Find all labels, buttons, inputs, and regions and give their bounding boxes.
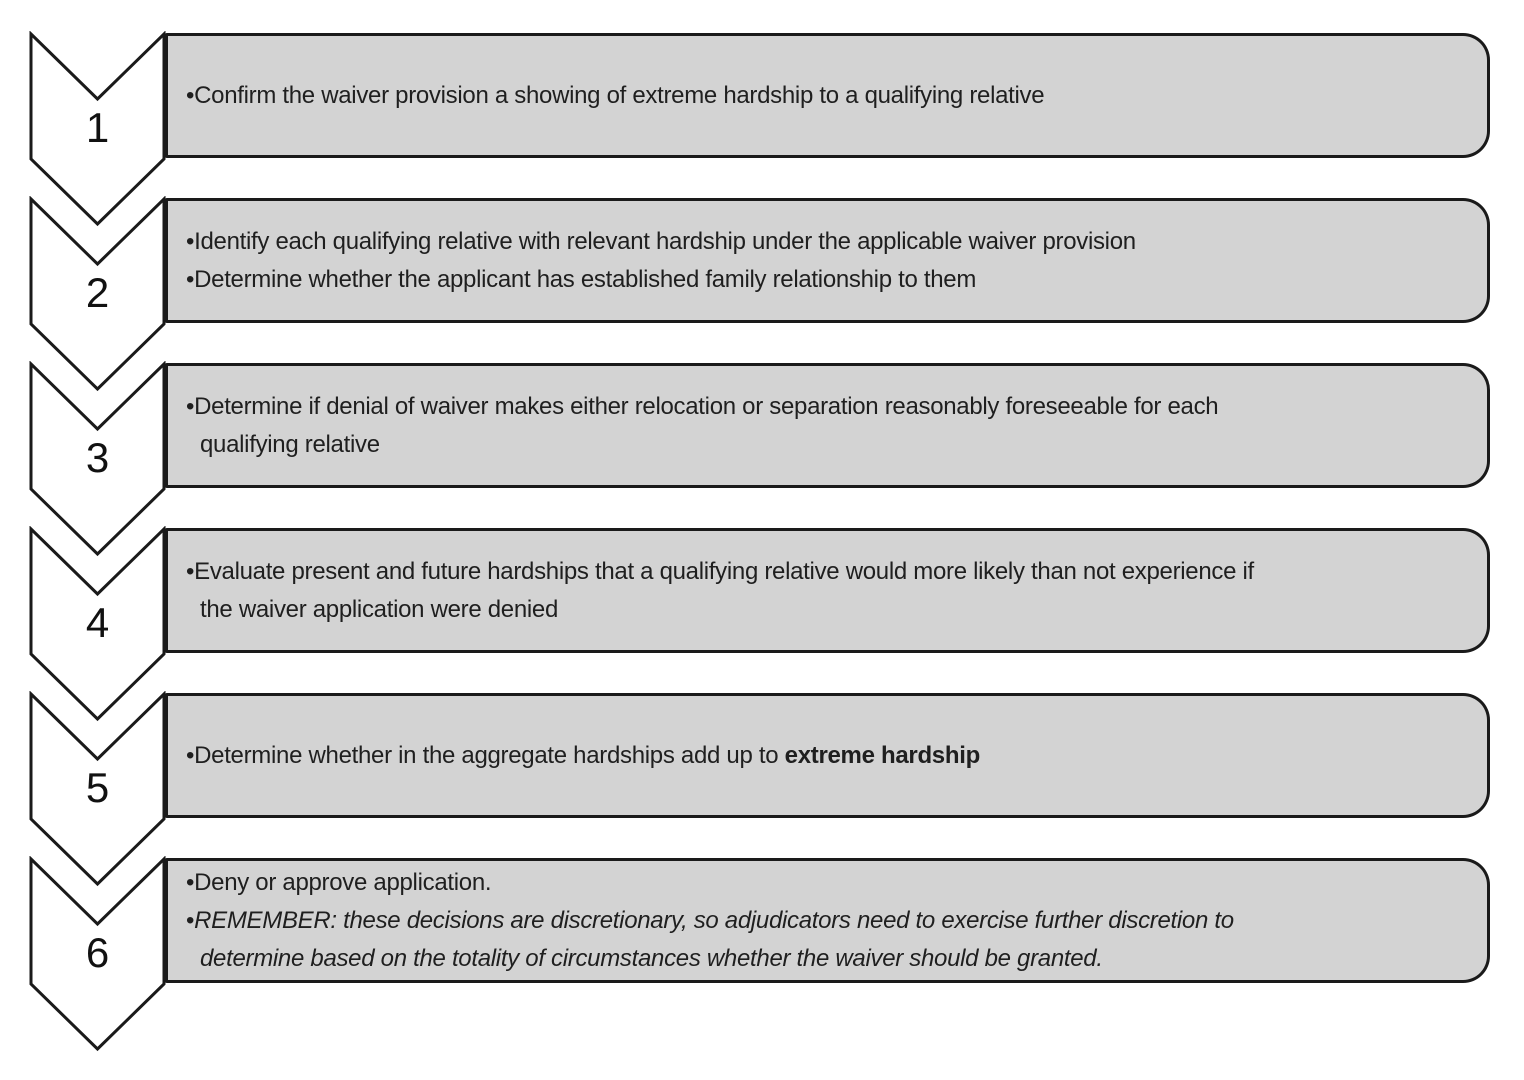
- bullet-line: [186, 553, 1453, 591]
- step-row-4: [0, 528, 1524, 718]
- bullet-text: Determine if denial of waiver makes either relocation or separation reasonably foreseeable for each: [194, 392, 1219, 420]
- bullet-text: REMEMBER: these decisions are discretionary, so adjudicators need to exercise further discretion to: [194, 906, 1234, 934]
- step-row-1: [0, 33, 1524, 223]
- bullet-line: [186, 864, 1453, 902]
- bullet-line: [186, 388, 1453, 426]
- bullet-icon: •: [186, 557, 195, 585]
- bullet-text: determine based on the totality of circumstances whether the waiver should be granted.: [200, 944, 1103, 972]
- step-number: 6: [85, 929, 110, 976]
- bullet-text: extreme hardship: [784, 741, 980, 769]
- step-box: [165, 693, 1490, 818]
- step-row-5: [0, 693, 1524, 883]
- bullet-line-continuation: [186, 426, 1453, 464]
- bullet-icon: •: [186, 868, 195, 896]
- step-row-6: [0, 858, 1524, 1048]
- bullet-icon: •: [186, 906, 195, 934]
- step-box: [165, 33, 1490, 158]
- bullet-icon: •: [186, 81, 195, 109]
- step-box: [165, 528, 1490, 653]
- step-row-3: [0, 363, 1524, 553]
- bullet-text: Evaluate present and future hardships that a qualifying relative would more likely than not experience if: [194, 557, 1254, 585]
- bullet-text: Determine whether in the aggregate hardships add up to: [194, 741, 785, 769]
- bullet-icon: •: [186, 392, 195, 420]
- bullet-line-continuation: [186, 591, 1453, 629]
- bullet-line: [186, 223, 1453, 261]
- bullet-text: Identify each qualifying relative with relevant hardship under the applicable waiver provision: [194, 227, 1136, 255]
- step-box: [165, 363, 1490, 488]
- bullet-icon: •: [186, 741, 195, 769]
- bullet-text: Confirm the waiver provision a showing of extreme hardship to a qualifying relative: [194, 81, 1045, 109]
- bullet-text: Determine whether the applicant has established family relationship to them: [194, 265, 977, 293]
- step-number: 5: [85, 764, 110, 811]
- bullet-text: Deny or approve application.: [194, 868, 492, 896]
- bullet-line: [186, 737, 1453, 775]
- bullet-icon: •: [186, 265, 195, 293]
- step-number: 4: [85, 599, 110, 646]
- bullet-text: the waiver application were denied: [200, 595, 559, 623]
- bullet-line: [186, 902, 1453, 940]
- step-box: [165, 198, 1490, 323]
- step-number: 2: [85, 269, 110, 316]
- step-row-2: [0, 198, 1524, 388]
- bullet-line: [186, 77, 1453, 115]
- step-number: 1: [85, 104, 110, 151]
- bullet-line-continuation: [186, 940, 1453, 978]
- bullet-text: qualifying relative: [200, 430, 380, 458]
- bullet-icon: •: [186, 227, 195, 255]
- step-number: 3: [85, 434, 110, 481]
- bullet-line: [186, 261, 1453, 299]
- step-box: [165, 858, 1490, 983]
